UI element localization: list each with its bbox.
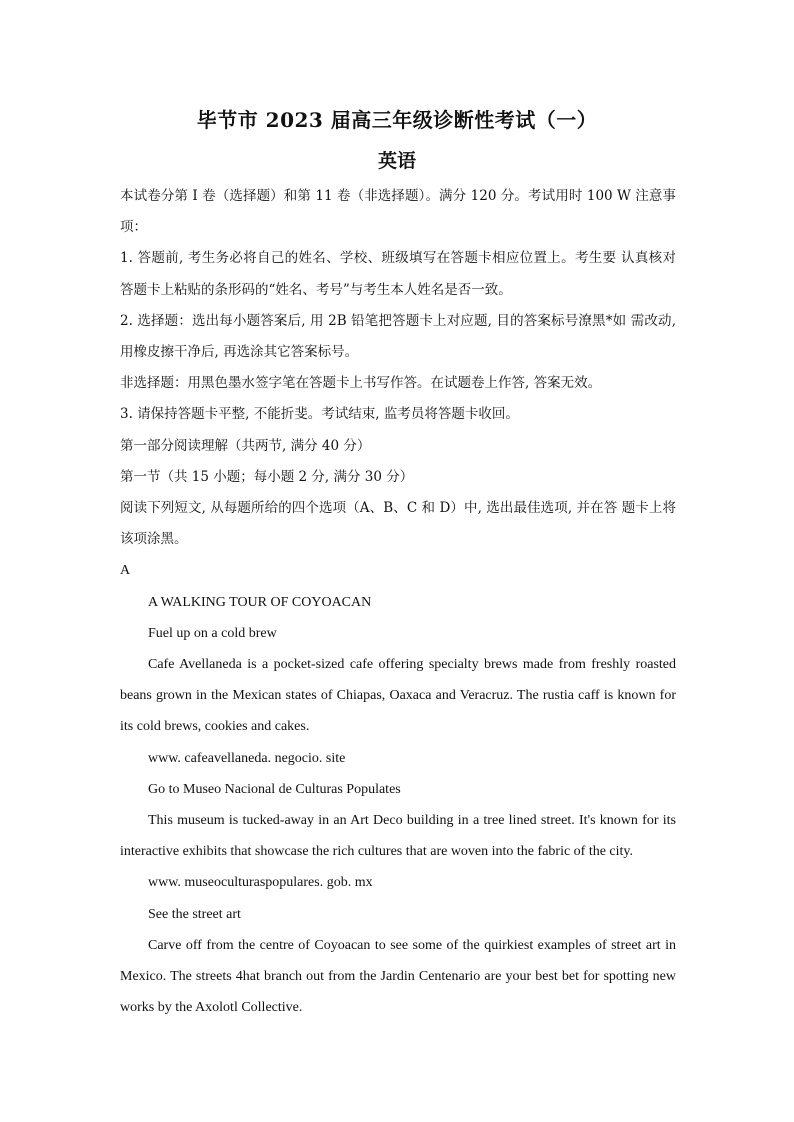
passage-paragraph: Cafe Avellaneda is a pocket-sized cafe offering specialty brews made from freshly roasted beans grown in the Mexican states of Chiapas, Oaxaca and Veracruz. The rustia caff is known for its cold brews, cookies and cakes. bbox=[120, 657, 676, 735]
passage-subheading: Fuel up on a cold brew bbox=[148, 625, 277, 641]
instructions-intro: 本试卷分第 I 卷（选择题）和第 11 卷（非选择题）。满分 120 分。考试用时 100 W 注意事项： bbox=[120, 188, 676, 236]
instruction-item-1: 1. 答题前, 考生务必将自己的姓名、学校、班级填写在答题卡相应位置上。考生要 认真核对答题卡上粘贴的条形码的“姓名、考号”与考生本人姓名是否一致。 bbox=[120, 250, 676, 298]
reading-instruction: 阅读下列短文, 从每题所给的四个选项（A、B、C 和 D）中, 选出最佳选项, 并在答 题卡上将该项涂黑。 bbox=[120, 500, 676, 548]
instruction-non-choice: 非选择题：用黑色墨水签字笔在答题卡上书写作答。在试题卷上作答, 答案无效。 bbox=[120, 375, 602, 392]
passage-url: www. cafeavellaneda. negocio. site bbox=[148, 750, 346, 766]
passage-subheading: See the street art bbox=[148, 906, 241, 922]
subject-title: 英语 bbox=[377, 150, 416, 172]
passage-label: A bbox=[120, 563, 131, 579]
instruction-item-3: 3. 请保持答题卡平整, 不能折斐。考试结束, 监考员将答题卡收回。 bbox=[120, 406, 519, 423]
passage-heading: A WALKING TOUR OF COYOACAN bbox=[148, 594, 372, 610]
section-part-heading: 第一部分阅读理解（共两节, 满分 40 分） bbox=[120, 437, 371, 454]
exam-title: 毕节市 2023 届高三年级诊断性考试（一） bbox=[196, 108, 598, 132]
passage-url: www. museoculturaspopulares. gob. mx bbox=[148, 875, 373, 891]
instruction-item-2: 2. 选择题：选出每小题答案后, 用 2B 铅笔把答题卡上对应题, 目的答案标号潦黑*如 需改动, 用橡皮擦干净后, 再选涂其它答案标号。 bbox=[120, 312, 676, 361]
passage-paragraph: This museum is tucked-away in an Art Deco building in a tree lined street. It's known for its interactive exhibits that showcase the rich cultures that are woven into the fabric of the city. bbox=[120, 813, 676, 860]
section-one-heading: 第一节（共 15 小题；每小题 2 分, 满分 30 分） bbox=[120, 468, 414, 485]
exam-content bbox=[120, 181, 676, 1023]
passage-paragraph: Carve off from the centre of Coyoacan to see some of the quirkiest examples of street art in Mexico. The streets 4hat branch out from the Jardin Centenario are your best bet for spotting new works by the Axolotl Collective. bbox=[120, 937, 676, 1016]
passage-subheading: Go to Museo Nacional de Culturas Populates bbox=[148, 781, 401, 797]
